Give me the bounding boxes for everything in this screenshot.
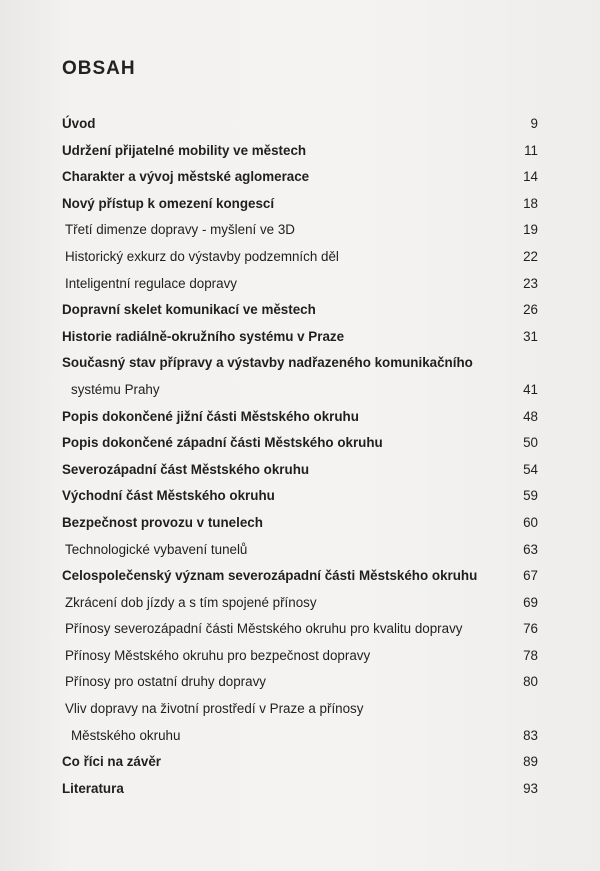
toc-page-number: 11: [524, 142, 538, 158]
toc-entry: [62, 297, 538, 324]
toc-page-number: 31: [523, 328, 538, 344]
toc-page-number: 18: [523, 195, 538, 211]
toc-entry: [62, 324, 538, 351]
toc-entry-label: Nový přístup k omezení kongescí: [62, 195, 275, 211]
toc-page-number: 76: [523, 621, 538, 637]
toc-entry-label: Zkrácení dob jízdy a s tím spojené přínosy: [65, 594, 317, 610]
toc-entry-label: systému Prahy: [71, 381, 160, 397]
toc-entry-label: Charakter a vývoj městské aglomerace: [62, 169, 310, 185]
toc-entry: [62, 696, 538, 723]
toc-entry-label: Městského okruhu: [71, 727, 181, 743]
toc-entry-label: Bezpečnost provozu v tunelech: [62, 514, 263, 530]
toc-entry-label: Severozápadní část Městského okruhu: [62, 461, 310, 477]
toc-entry-label: Přínosy Městského okruhu pro bezpečnost dopravy: [65, 647, 371, 663]
toc-entry: [62, 616, 538, 643]
toc-entry: [62, 430, 538, 457]
toc-page-number: 54: [523, 461, 538, 477]
toc-entry-label: Historický exkurz do výstavby podzemních děl: [65, 248, 339, 264]
toc-entry-label: Popis dokončené západní části Městského okruhu: [62, 435, 383, 451]
toc-page-number: 69: [523, 594, 538, 610]
toc-page-number: 63: [523, 541, 538, 557]
toc-entry: [62, 217, 538, 244]
toc-entry-label: Popis dokončené jižní části Městského okruhu: [62, 408, 359, 424]
toc-page-number: 50: [523, 435, 538, 451]
toc-entry: [62, 271, 538, 298]
toc-entry: [62, 510, 538, 537]
toc-entry: [62, 138, 538, 165]
toc-entry-label: Literatura: [62, 780, 124, 796]
toc-page-number: 89: [523, 754, 538, 770]
toc-entry: [62, 776, 538, 803]
toc-entry-label: Co říci na závěr: [62, 754, 161, 770]
toc-page-number: 93: [523, 780, 538, 796]
toc-entry-label: Dopravní skelet komunikací ve městech: [62, 302, 316, 318]
toc-entry: [62, 457, 538, 484]
toc-entry-label: Celospolečenský význam severozápadní části Městského okruhu: [62, 568, 478, 584]
toc-entry-label: Udržení přijatelné mobility ve městech: [62, 142, 307, 158]
toc-entry: [62, 350, 538, 377]
toc-page-number: 59: [523, 488, 538, 504]
toc-entry: [62, 749, 538, 776]
toc-entry-label: Přínosy pro ostatní druhy dopravy: [65, 674, 266, 690]
toc-entry: [62, 537, 538, 564]
toc-entry-label: Vliv dopravy na životní prostředí v Praze a přínosy: [65, 701, 364, 717]
toc-entry: [62, 590, 538, 617]
toc-entry: [62, 483, 538, 510]
toc-entry: [62, 669, 538, 696]
toc-page-number: 80: [523, 674, 538, 690]
toc-page-number: 26: [523, 302, 538, 318]
toc-entry: [62, 244, 538, 271]
toc-page-number: 22: [523, 248, 538, 264]
toc-entry: [62, 111, 538, 138]
toc-entry: [62, 404, 538, 431]
toc-entry-label: Technologické vybavení tunelů: [65, 541, 248, 557]
toc-page-number: 48: [523, 408, 538, 424]
toc-entry-label: Historie radiálně-okružního systému v Praze: [62, 328, 345, 344]
toc-page-number: 9: [530, 116, 538, 131]
toc-entry-label: Východní část Městského okruhu: [62, 488, 275, 504]
toc-page-number: 23: [523, 275, 538, 291]
toc-entry-label: Přínosy severozápadní části Městského okruhu pro kvalitu dopravy: [65, 621, 463, 637]
toc-entry: [62, 723, 538, 750]
toc-entry-label: Inteligentní regulace dopravy: [65, 275, 237, 291]
toc-entry: [62, 191, 538, 218]
page-title: OBSAH: [62, 58, 136, 79]
toc-entry: [62, 643, 538, 670]
toc-entry-label: Současný stav přípravy a výstavby nadřazeného komunikačního: [62, 355, 473, 371]
toc-entry: [62, 377, 538, 404]
toc-page-number: 78: [523, 647, 538, 663]
toc-entry: [62, 164, 538, 191]
toc-page-number: 19: [523, 222, 538, 238]
toc-page-number: 83: [523, 727, 538, 743]
toc-entry: [62, 563, 538, 590]
toc-entry-label: Úvod: [62, 116, 96, 131]
toc-page-number: 41: [523, 381, 538, 397]
toc-page-number: 67: [523, 568, 538, 584]
toc-entry-label: Třetí dimenze dopravy - myšlení ve 3D: [65, 222, 295, 238]
toc-page-number: 14: [523, 169, 538, 185]
table-of-contents: [62, 111, 538, 802]
toc-page-number: 60: [523, 514, 538, 530]
